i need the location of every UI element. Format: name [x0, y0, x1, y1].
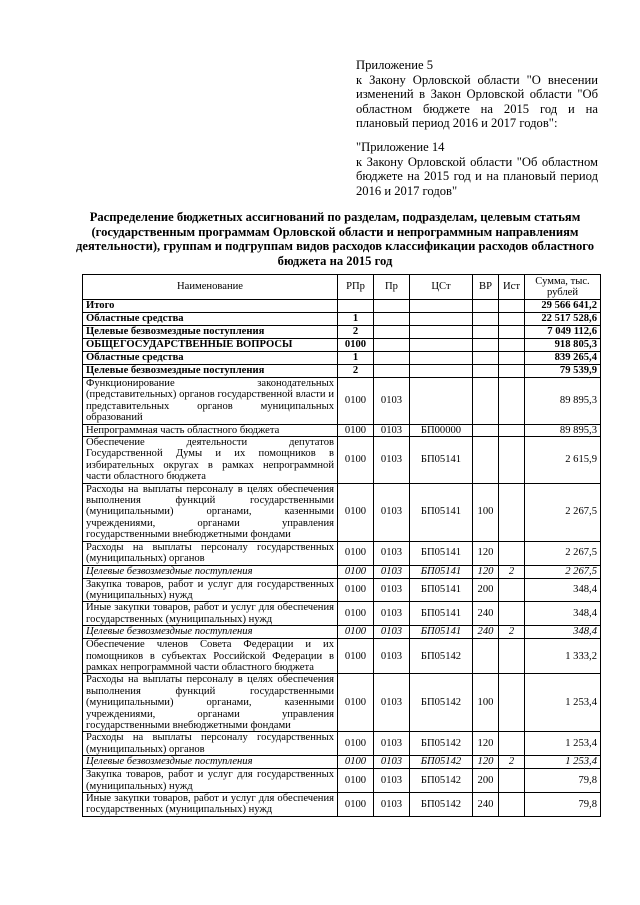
cell-name: Целевые безвозмездные поступления	[83, 565, 338, 578]
table-row	[83, 313, 601, 326]
appendix-block	[356, 58, 598, 198]
cell-cst	[410, 326, 473, 339]
cell-pr: 0103	[374, 541, 410, 565]
cell-rpr: 0100	[338, 565, 374, 578]
budget-table	[82, 274, 601, 817]
cell-name: Обеспечение деятельности депутатов Государственной Думы и их помощников в избирательных округах в рамках непрограммной части областного бюджета	[83, 437, 338, 484]
document-title: Распределение бюджетных ассигнований по разделам, подразделам, целевым статьям (государственным программам Орловской области и непрограммным направлениям деятельности), группам и подгруппам видов расходов классификации расходов областного бюджета на 2015 год	[76, 210, 594, 268]
table-row	[83, 437, 601, 484]
cell-name: Областные средства	[83, 313, 338, 326]
cell-name: Целевые безвозмездные поступления	[83, 326, 338, 339]
cell-rpr: 1	[338, 352, 374, 365]
cell-vr	[473, 424, 499, 436]
table-row	[83, 424, 601, 436]
cell-cst	[410, 300, 473, 313]
cell-rpr: 0100	[338, 732, 374, 756]
cell-vr: 200	[473, 769, 499, 793]
table-row	[83, 732, 601, 756]
cell-sum: 918 805,3	[525, 339, 601, 352]
cell-name: Иные закупки товаров, работ и услуг для обеспечения государственных (муниципальных) нужд	[83, 602, 338, 626]
cell-ist: 2	[499, 756, 525, 769]
cell-name: ОБЩЕГОСУДАРСТВЕННЫЕ ВОПРОСЫ	[83, 339, 338, 352]
cell-rpr: 0100	[338, 756, 374, 769]
table-row	[83, 769, 601, 793]
cell-name: Функционирование законодательных (представительных) органов государственной власти и представительных органов муниципальных образований	[83, 378, 338, 425]
cell-sum: 29 566 641,2	[525, 300, 601, 313]
cell-vr	[473, 313, 499, 326]
cell-ist	[499, 326, 525, 339]
cell-pr	[374, 339, 410, 352]
table-body	[83, 300, 601, 817]
cell-vr	[473, 326, 499, 339]
cell-cst	[410, 313, 473, 326]
table-row	[83, 626, 601, 639]
cell-rpr: 0100	[338, 674, 374, 732]
cell-pr: 0103	[374, 483, 410, 541]
cell-sum: 2 267,5	[525, 483, 601, 541]
cell-name: Итого	[83, 300, 338, 313]
cell-name: Целевые безвозмездные поступления	[83, 756, 338, 769]
appendix-ref-title: "Приложение 14	[356, 139, 445, 154]
table-row	[83, 565, 601, 578]
cell-name: Иные закупки товаров, работ и услуг для обеспечения государственных (муниципальных) нужд	[83, 793, 338, 817]
cell-vr: 120	[473, 541, 499, 565]
cell-ist	[499, 424, 525, 436]
cell-ist: 2	[499, 626, 525, 639]
cell-vr: 120	[473, 756, 499, 769]
cell-pr	[374, 365, 410, 378]
cell-rpr: 0100	[338, 339, 374, 352]
cell-vr: 100	[473, 483, 499, 541]
table-row	[83, 326, 601, 339]
table-row	[83, 365, 601, 378]
cell-rpr: 0100	[338, 424, 374, 436]
cell-sum: 79,8	[525, 793, 601, 817]
cell-pr	[374, 313, 410, 326]
cell-name: Расходы на выплаты персоналу государственных (муниципальных) органов	[83, 732, 338, 756]
cell-rpr: 2	[338, 365, 374, 378]
cell-cst: БП05141	[410, 602, 473, 626]
cell-pr: 0103	[374, 602, 410, 626]
cell-pr: 0103	[374, 769, 410, 793]
cell-ist	[499, 378, 525, 425]
header-name: Наименование	[83, 275, 338, 300]
cell-vr	[473, 378, 499, 425]
cell-cst: БП05142	[410, 674, 473, 732]
cell-vr	[473, 639, 499, 674]
table-row	[83, 793, 601, 817]
cell-sum: 22 517 528,6	[525, 313, 601, 326]
cell-ist	[499, 300, 525, 313]
cell-name: Закупка товаров, работ и услуг для государственных (муниципальных) нужд	[83, 769, 338, 793]
cell-cst	[410, 365, 473, 378]
cell-vr: 240	[473, 793, 499, 817]
cell-pr: 0103	[374, 626, 410, 639]
cell-cst	[410, 339, 473, 352]
cell-sum: 7 049 112,6	[525, 326, 601, 339]
cell-vr: 240	[473, 626, 499, 639]
table-row	[83, 483, 601, 541]
cell-sum: 79 539,9	[525, 365, 601, 378]
cell-cst	[410, 352, 473, 365]
table-row	[83, 578, 601, 602]
cell-sum: 1 333,2	[525, 639, 601, 674]
cell-cst	[410, 378, 473, 425]
cell-cst: БП05141	[410, 578, 473, 602]
cell-ist	[499, 541, 525, 565]
cell-rpr: 0100	[338, 602, 374, 626]
cell-rpr: 0100	[338, 437, 374, 484]
table-header-row	[83, 275, 601, 300]
cell-rpr: 0100	[338, 378, 374, 425]
cell-sum: 1 253,4	[525, 756, 601, 769]
cell-cst: БП05142	[410, 732, 473, 756]
cell-pr: 0103	[374, 378, 410, 425]
cell-cst: БП05141	[410, 565, 473, 578]
cell-cst: БП00000	[410, 424, 473, 436]
cell-cst: БП05142	[410, 639, 473, 674]
cell-pr	[374, 326, 410, 339]
cell-vr: 100	[473, 674, 499, 732]
table-row	[83, 378, 601, 425]
cell-pr: 0103	[374, 578, 410, 602]
cell-vr	[473, 300, 499, 313]
header-pr: Пр	[374, 275, 410, 300]
cell-pr: 0103	[374, 639, 410, 674]
cell-name: Целевые безвозмездные поступления	[83, 626, 338, 639]
cell-pr: 0103	[374, 674, 410, 732]
cell-pr	[374, 352, 410, 365]
table-row	[83, 352, 601, 365]
cell-pr	[374, 300, 410, 313]
header-cst: ЦСт	[410, 275, 473, 300]
cell-ist	[499, 352, 525, 365]
cell-sum: 1 253,4	[525, 732, 601, 756]
cell-name: Областные средства	[83, 352, 338, 365]
cell-rpr: 0100	[338, 483, 374, 541]
cell-rpr	[338, 300, 374, 313]
cell-ist	[499, 769, 525, 793]
table-row	[83, 756, 601, 769]
cell-cst: БП05141	[410, 437, 473, 484]
cell-sum: 79,8	[525, 769, 601, 793]
cell-name: Целевые безвозмездные поступления	[83, 365, 338, 378]
header-ist: Ист	[499, 275, 525, 300]
cell-rpr: 0100	[338, 793, 374, 817]
cell-vr: 120	[473, 565, 499, 578]
cell-ist	[499, 674, 525, 732]
cell-sum: 348,4	[525, 626, 601, 639]
cell-ist	[499, 602, 525, 626]
cell-ist	[499, 732, 525, 756]
cell-ist	[499, 483, 525, 541]
cell-rpr: 0100	[338, 541, 374, 565]
cell-ist	[499, 793, 525, 817]
cell-pr: 0103	[374, 793, 410, 817]
cell-ist	[499, 313, 525, 326]
cell-sum: 2 267,5	[525, 565, 601, 578]
cell-vr	[473, 339, 499, 352]
table-row	[83, 300, 601, 313]
cell-vr	[473, 365, 499, 378]
cell-sum: 89 895,3	[525, 424, 601, 436]
cell-cst: БП05142	[410, 769, 473, 793]
table-row	[83, 639, 601, 674]
table-row	[83, 602, 601, 626]
cell-ist	[499, 437, 525, 484]
cell-pr: 0103	[374, 424, 410, 436]
cell-sum: 1 253,4	[525, 674, 601, 732]
cell-vr: 120	[473, 732, 499, 756]
cell-name: Расходы на выплаты персоналу в целях обеспечения выполнения функций государственными (муниципальными) органами, казенными учреждениями, органами управления государственными внебюджетными фондами	[83, 674, 338, 732]
cell-rpr: 0100	[338, 626, 374, 639]
header-sum: Сумма, тыс. рублей	[525, 275, 601, 300]
cell-rpr: 0100	[338, 639, 374, 674]
cell-cst: БП05141	[410, 541, 473, 565]
cell-vr: 200	[473, 578, 499, 602]
cell-pr: 0103	[374, 756, 410, 769]
cell-name: Расходы на выплаты персоналу в целях обеспечения выполнения функций государственными (муниципальными) органами, казенными учреждениями, органами управления государственными внебюджетными фондами	[83, 483, 338, 541]
cell-ist	[499, 639, 525, 674]
appendix-title: Приложение 5	[356, 58, 434, 72]
cell-sum: 89 895,3	[525, 378, 601, 425]
cell-cst: БП05142	[410, 793, 473, 817]
cell-sum: 839 265,4	[525, 352, 601, 365]
header-rpr: РПр	[338, 275, 374, 300]
cell-rpr: 0100	[338, 769, 374, 793]
appendix-ref-text: к Закону Орловской области "Об областном бюджете на 2015 год и на плановый период 2016 и 2017 годов"	[356, 154, 598, 198]
cell-name: Непрограммная часть областного бюджета	[83, 424, 338, 436]
cell-vr: 240	[473, 602, 499, 626]
cell-sum: 2 615,9	[525, 437, 601, 484]
cell-ist: 2	[499, 565, 525, 578]
cell-cst: БП05141	[410, 483, 473, 541]
cell-vr	[473, 352, 499, 365]
cell-pr: 0103	[374, 732, 410, 756]
cell-name: Закупка товаров, работ и услуг для государственных (муниципальных) нужд	[83, 578, 338, 602]
appendix-text: к Закону Орловской области "О внесении изменений в Закон Орловской области "Об областном бюджете на 2015 год и на плановый период 2016 и 2017 годов":	[356, 72, 598, 131]
cell-cst: БП05142	[410, 756, 473, 769]
cell-sum: 348,4	[525, 602, 601, 626]
header-vr: ВР	[473, 275, 499, 300]
cell-name: Расходы на выплаты персоналу государственных (муниципальных) органов	[83, 541, 338, 565]
cell-ist	[499, 365, 525, 378]
cell-pr: 0103	[374, 565, 410, 578]
cell-cst: БП05141	[410, 626, 473, 639]
cell-sum: 348,4	[525, 578, 601, 602]
cell-rpr: 0100	[338, 578, 374, 602]
cell-vr	[473, 437, 499, 484]
table-row	[83, 541, 601, 565]
table-row	[83, 339, 601, 352]
cell-rpr: 1	[338, 313, 374, 326]
table-row	[83, 674, 601, 732]
cell-pr: 0103	[374, 437, 410, 484]
cell-rpr: 2	[338, 326, 374, 339]
cell-name: Обеспечение членов Совета Федерации и их помощников в субъектах Российской Федерации в рамках непрограммной части областного бюджета	[83, 639, 338, 674]
cell-ist	[499, 339, 525, 352]
cell-ist	[499, 578, 525, 602]
cell-sum: 2 267,5	[525, 541, 601, 565]
